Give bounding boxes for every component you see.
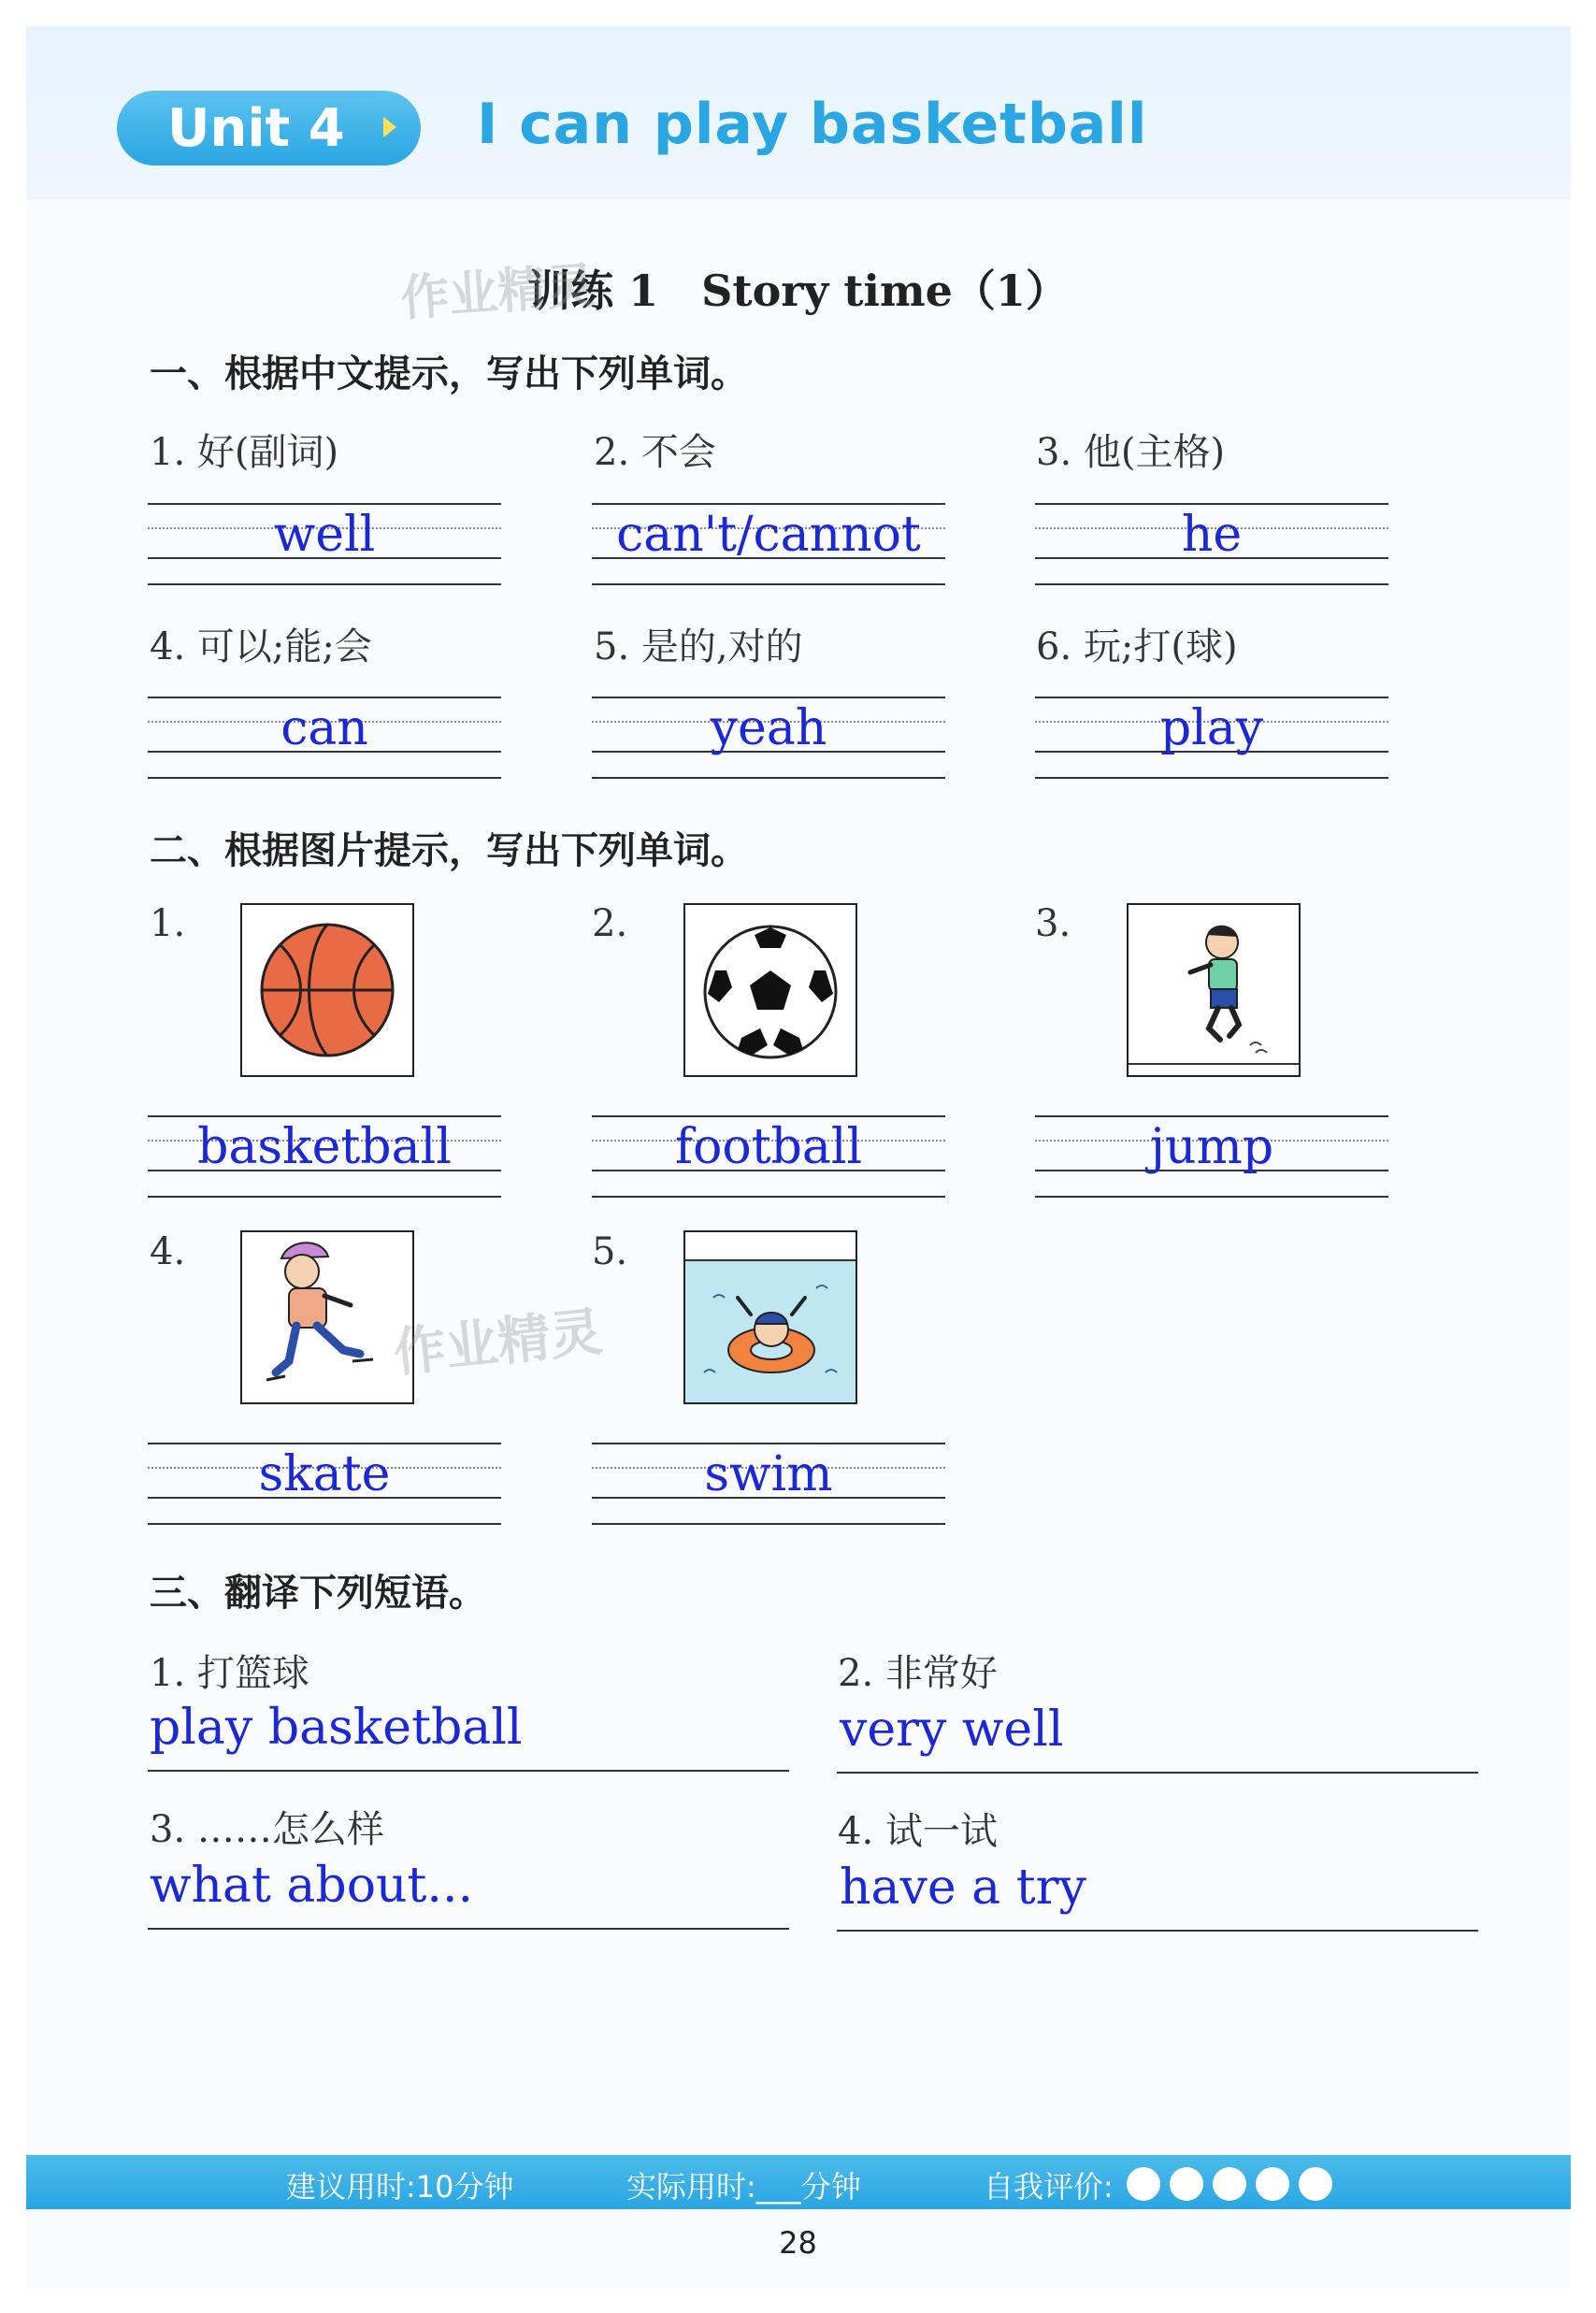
s1-q1-label: 1. 好(副词) <box>150 431 339 474</box>
s3-q2-label: 2. 非常好 <box>838 1652 998 1695</box>
watermark-top: 作业精灵 <box>398 257 597 328</box>
swim-picture <box>683 1230 857 1404</box>
s2-q2-answer: football <box>674 1119 863 1175</box>
s3-q4-answer: have a try <box>840 1860 1086 1916</box>
swimming-boy-icon <box>685 1232 856 1402</box>
unit-label: Unit 4 <box>167 97 345 159</box>
s1-q6-answer: play <box>1159 700 1264 756</box>
play-arrow-icon <box>383 117 396 137</box>
actual-time: 实际用时:___分钟 <box>626 2169 861 2205</box>
skating-boy-icon <box>242 1232 412 1402</box>
flower-star-icon[interactable] <box>1127 2167 1160 2201</box>
flower-star-icon[interactable] <box>1299 2167 1332 2201</box>
s3-q1-answer: play basketball <box>150 1700 523 1756</box>
flower-star-icon[interactable] <box>1256 2167 1289 2201</box>
self-eval-label: 自我评价: <box>984 2169 1114 2205</box>
s2-q4-answer-box[interactable] <box>148 1443 501 1532</box>
s3-q2-answer-line[interactable] <box>837 1772 1478 1774</box>
s3-q1-answer-line[interactable] <box>148 1770 789 1772</box>
jumping-boy-icon <box>1129 905 1299 1075</box>
s3-q3-answer-line[interactable] <box>148 1928 789 1930</box>
s3-q3-label: 3. ……怎么样 <box>150 1808 384 1851</box>
s1-q2-answer-box[interactable] <box>592 503 945 593</box>
s1-q1-answer-box[interactable] <box>148 503 501 593</box>
s2-q1-label: 1. <box>150 902 186 945</box>
s2-q5-label: 5. <box>592 1230 628 1273</box>
skate-picture <box>240 1230 414 1404</box>
unit-badge <box>117 91 421 165</box>
s2-q4-label: 4. <box>150 1230 186 1273</box>
jump-picture <box>1127 903 1301 1077</box>
s2-q3-answer-box[interactable] <box>1035 1115 1388 1205</box>
basketball-picture <box>240 903 414 1077</box>
s1-q3-label: 3. 他(主格) <box>1036 431 1226 474</box>
unit-title: I can play basketball <box>477 92 1148 157</box>
s1-q6-answer-box[interactable] <box>1035 697 1388 786</box>
s2-q2-answer-box[interactable] <box>592 1115 945 1205</box>
s2-q3-answer: jump <box>1149 1119 1274 1175</box>
s1-q5-answer-box[interactable] <box>592 697 945 786</box>
page-number: 28 <box>779 2225 817 2261</box>
s3-q3-answer: what about... <box>150 1858 473 1914</box>
s1-q4-label: 4. 可以;能;会 <box>150 625 372 668</box>
s1-q3-answer-box[interactable] <box>1035 503 1388 593</box>
s2-q4-answer: skate <box>258 1446 391 1502</box>
s2-q1-answer: basketball <box>197 1119 452 1175</box>
section2-heading: 二、根据图片提示，写出下列单词。 <box>150 829 748 872</box>
s1-q2-answer: can't/cannot <box>616 507 921 563</box>
section3-heading: 三、翻译下列短语。 <box>150 1572 486 1615</box>
s2-q3-label: 3. <box>1035 902 1071 945</box>
flower-star-icon[interactable] <box>1170 2167 1203 2201</box>
section1-heading: 一、根据中文提示，写出下列单词。 <box>150 352 748 395</box>
suggested-time: 建议用时:10分钟 <box>286 2169 514 2205</box>
basketball-icon <box>242 905 412 1075</box>
s2-q5-answer: swim <box>704 1446 833 1502</box>
s3-q1-label: 1. 打篮球 <box>150 1652 309 1695</box>
watermark-middle: 作业精灵 <box>390 1301 606 1385</box>
s1-q3-answer: he <box>1181 507 1243 563</box>
flower-star-icon[interactable] <box>1213 2167 1246 2201</box>
s3-q4-label: 4. 试一试 <box>838 1810 998 1853</box>
s1-q1-answer: well <box>273 507 376 563</box>
s1-q5-label: 5. 是的,对的 <box>594 625 803 668</box>
s3-q2-answer: very well <box>840 1702 1064 1758</box>
s2-q5-answer-box[interactable] <box>592 1443 945 1532</box>
s1-q4-answer-box[interactable] <box>148 697 501 786</box>
football-icon <box>685 905 856 1075</box>
s1-q5-answer: yeah <box>710 700 827 756</box>
s3-q4-answer-line[interactable] <box>837 1930 1478 1932</box>
s2-q2-label: 2. <box>592 902 628 945</box>
lesson-title: 训练 1 Story time（1） <box>527 266 1069 316</box>
rating-stars[interactable] <box>1127 2167 1332 2201</box>
s1-q4-answer: can <box>280 700 368 756</box>
football-picture <box>683 903 857 1077</box>
s1-q6-label: 6. 玩;打(球) <box>1036 625 1238 668</box>
s1-q2-label: 2. 不会 <box>594 431 716 474</box>
s2-q1-answer-box[interactable] <box>148 1115 501 1205</box>
